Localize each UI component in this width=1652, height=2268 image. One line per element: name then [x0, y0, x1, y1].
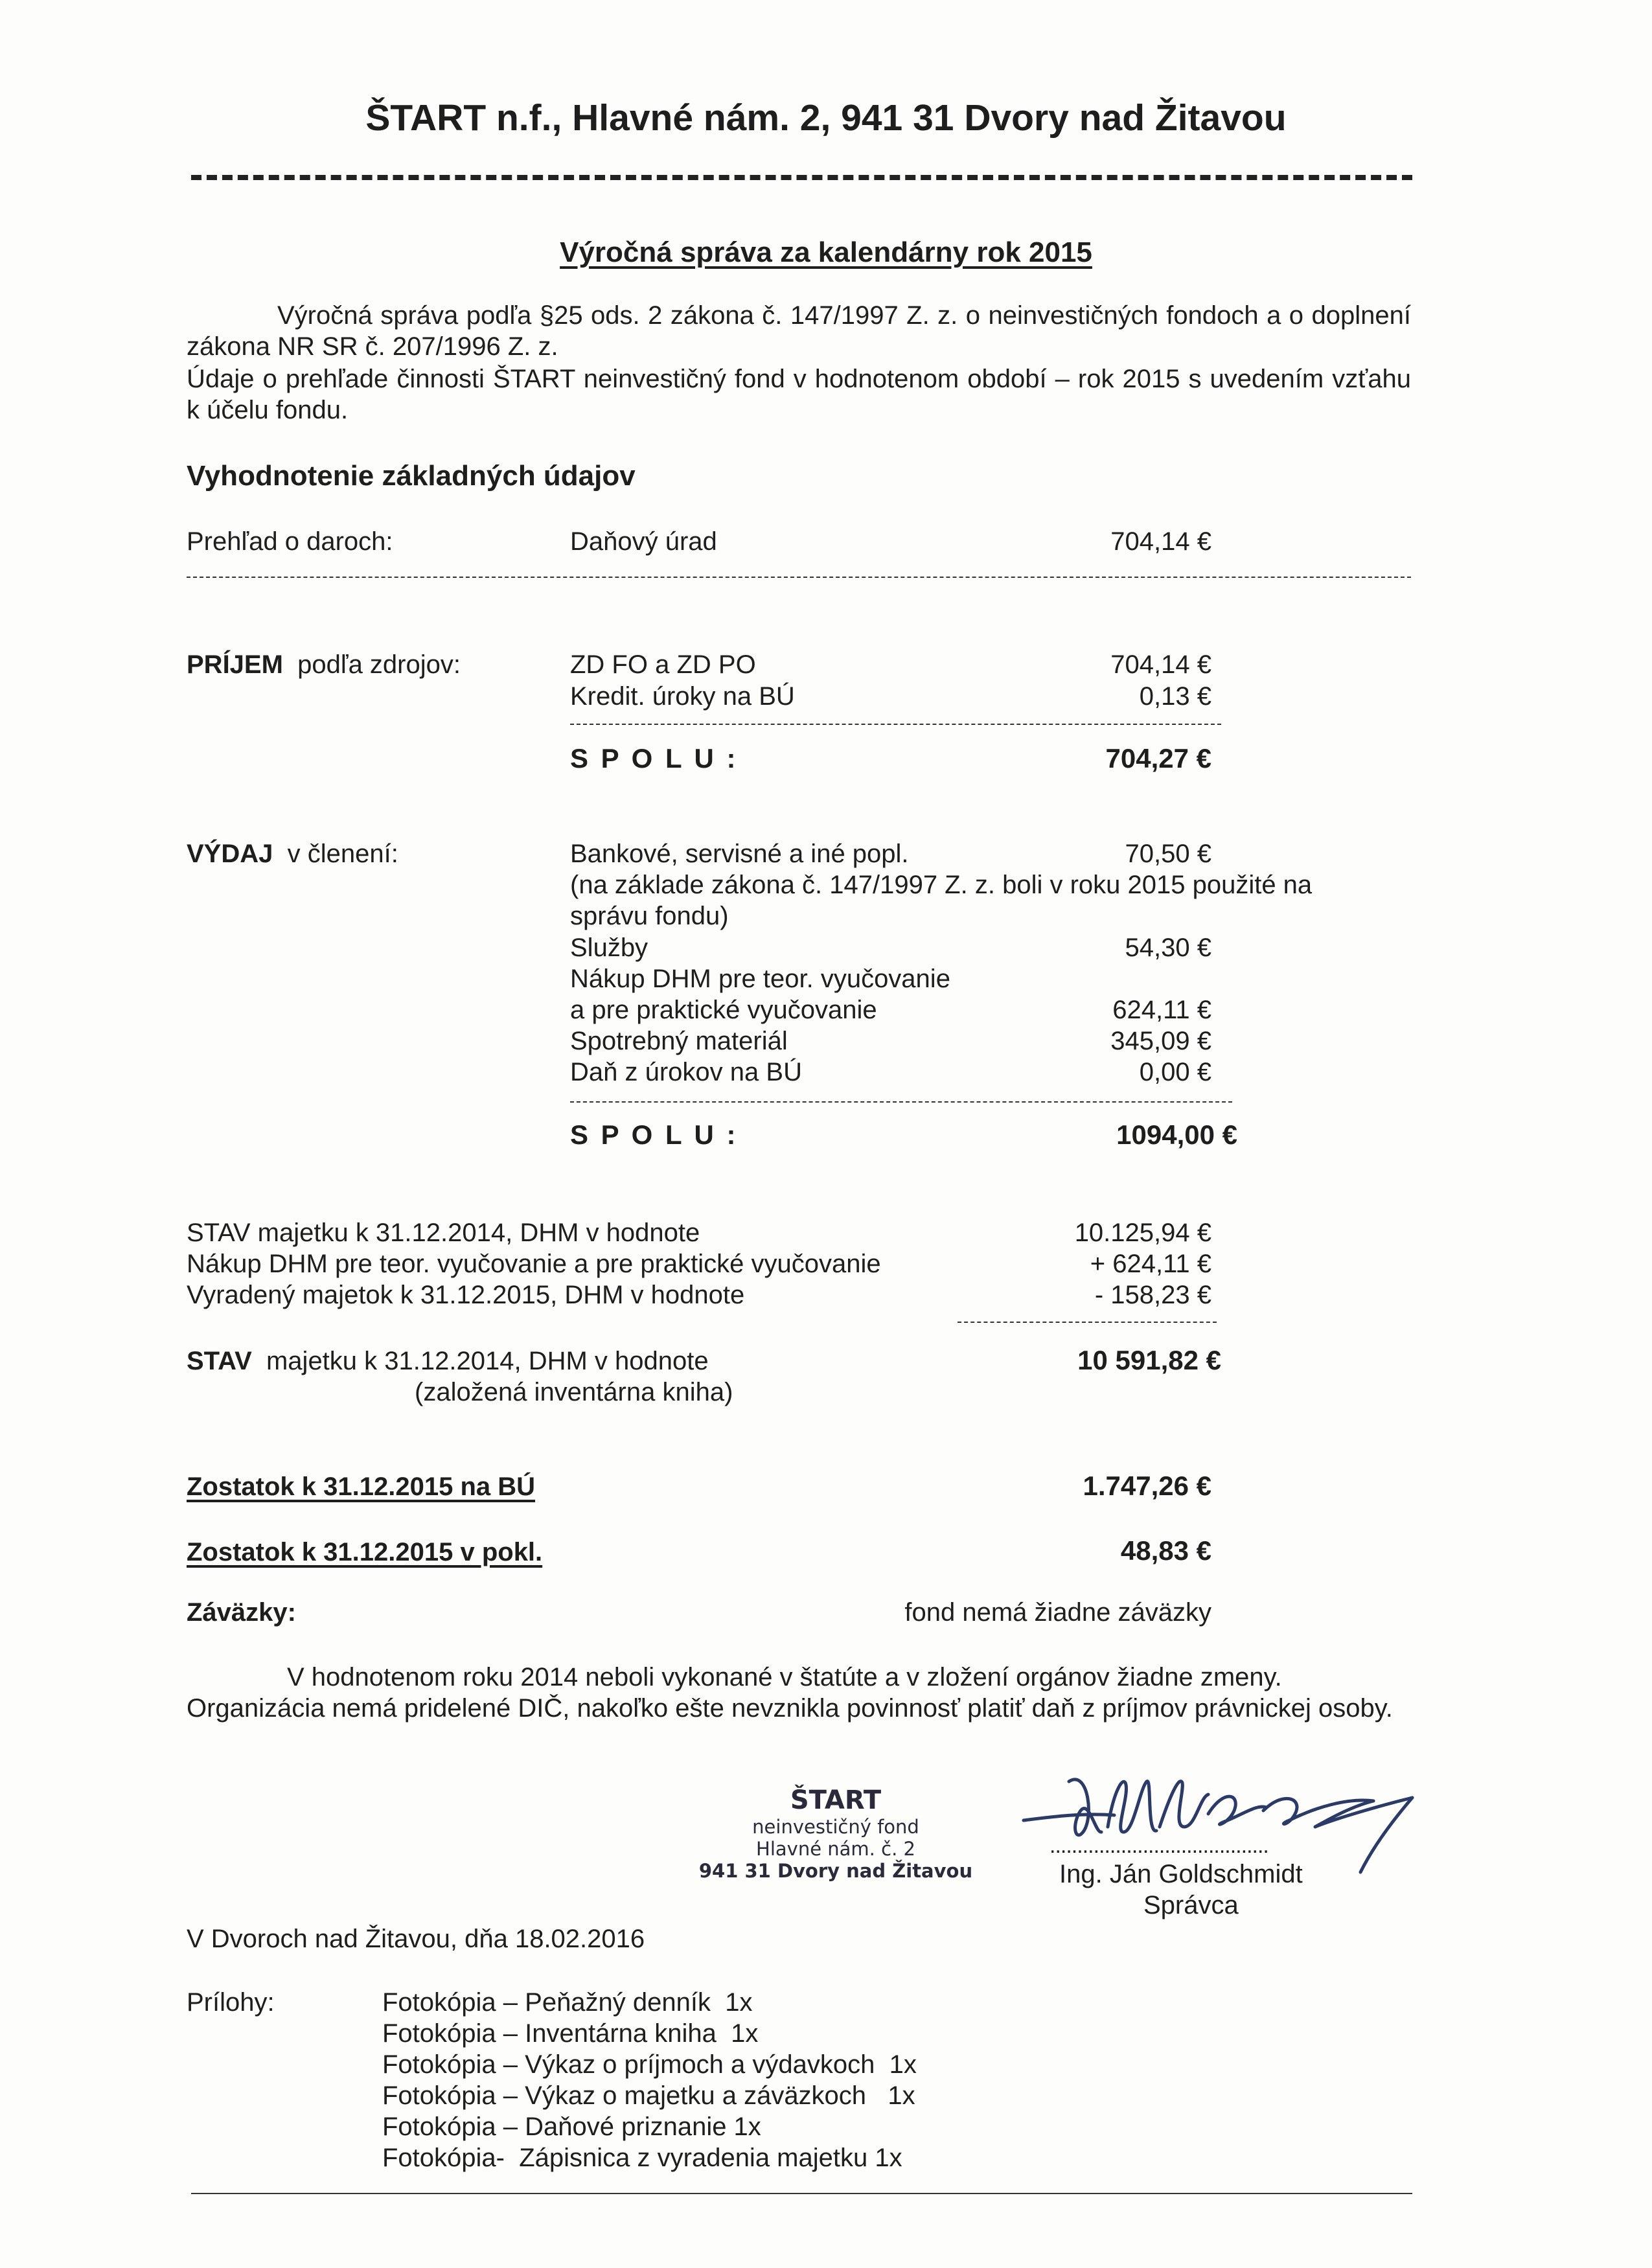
intro-paragraph-2: Údaje o prehľade činnosti ŠTART neinvestičný fond v hodnotenom období – rok 2015 s uvedením vzťahu k účelu fondu.	[187, 365, 1411, 424]
gifts-divider	[187, 577, 1411, 578]
asset-state-2014-label: STAV majetku k 31.12.2014, DHM v hodnote	[187, 1219, 700, 1247]
expense-total-amount: 1094,00 €	[1116, 1119, 1237, 1150]
income-item-amount: 704,14 €	[1110, 650, 1211, 679]
attachments-label: Prílohy:	[187, 1988, 275, 2017]
organization-stamp	[674, 1785, 998, 1882]
asset-final-label: STAV majetku k 31.12.2014, DHM v hodnote	[187, 1347, 709, 1375]
income-item-label: Kredit. úroky na BÚ	[570, 682, 795, 711]
signer-name: Ing. Ján Goldschmidt	[1059, 1860, 1303, 1888]
closing-paragraph-1: V hodnotenom roku 2014 neboli vykonané v štatúte a v zložení orgánov žiadne zmeny.	[287, 1663, 1282, 1691]
closing-paragraph-2: Organizácia nemá pridelené DIČ, nakoľko ešte nevznikla povinnosť platiť daň z príjmov právnickej osoby.	[187, 1694, 1393, 1723]
interest-tax-label: Daň z úrokov na BÚ	[570, 1058, 802, 1086]
expense-divider	[570, 1101, 1232, 1103]
attachment-item: Fotokópia – Peňažný denník 1x	[382, 1988, 753, 2017]
material-label: Spotrebný materiál	[570, 1027, 788, 1055]
services-amount: 54,30 €	[1125, 934, 1211, 962]
liabilities-value: fond nemá žiadne záväzky	[904, 1598, 1211, 1627]
asset-divider	[958, 1322, 1217, 1323]
asset-purchase-label: Nákup DHM pre teor. vyučovanie a pre praktické vyučovanie	[187, 1250, 881, 1278]
attachment-item: Fotokópia- Zápisnica z vyradenia majetku 1x	[382, 2144, 902, 2172]
income-label: PRÍJEM podľa zdrojov:	[187, 650, 461, 679]
document-title: Výročná správa za kalendárny rok 2015	[560, 236, 1092, 268]
bank-balance-label: Zostatok k 31.12.2015 na BÚ	[187, 1472, 536, 1501]
bank-fees-label: Bankové, servisné a iné popl.	[570, 840, 909, 868]
material-amount: 345,09 €	[1110, 1027, 1211, 1055]
bank-fees-amount: 70,50 €	[1125, 840, 1211, 868]
asset-state-2014-amount: 10.125,94 €	[1074, 1219, 1211, 1247]
gifts-amount: 704,14 €	[1110, 527, 1211, 556]
evaluation-heading: Vyhodnotenie základných údajov	[187, 460, 636, 492]
asset-disposed-label: Vyradený majetok k 31.12.2015, DHM v hodnote	[187, 1281, 745, 1309]
expense-label: VÝDAJ v členení:	[187, 840, 398, 868]
income-total-label: S P O L U :	[570, 743, 739, 773]
asset-disposed-amount: - 158,23 €	[1094, 1281, 1211, 1309]
cash-balance-amount: 48,83 €	[1120, 1535, 1211, 1566]
dhm-purchase-label: Nákup DHM pre teor. vyučovanie	[570, 965, 950, 993]
stamp-line: Hlavné nám. č. 2	[756, 1838, 915, 1860]
bank-balance-amount: 1.747,26 €	[1083, 1471, 1211, 1501]
asset-final-amount: 10 591,82 €	[1077, 1345, 1221, 1375]
gifts-source: Daňový úrad	[570, 527, 717, 556]
stamp-line: neinvestičný fond	[752, 1816, 919, 1838]
income-item-label: ZD FO a ZD PO	[570, 650, 756, 679]
liabilities-label: Záväzky:	[187, 1598, 296, 1627]
asset-purchase-amount: + 624,11 €	[1090, 1250, 1211, 1278]
attachment-item: Fotokópia – Inventárna kniha 1x	[382, 2019, 759, 2048]
asset-final-note: (založená inventárna kniha)	[415, 1378, 733, 1406]
income-total-amount: 704,27 €	[1105, 743, 1211, 773]
expense-total-label: S P O L U :	[570, 1119, 739, 1150]
intro-paragraph-1: Výročná správa podľa §25 ods. 2 zákona č. 147/1997 Z. z. o neinvestičných fondoch a o doplnení zákona NR SR č. 207/1996 Z. z.	[187, 301, 1411, 361]
gifts-label: Prehľad o daroch:	[187, 527, 393, 556]
attachment-item: Fotokópia – Výkaz o majetku a záväzkoch 1x	[382, 2081, 915, 2110]
org-address-heading: ŠTART n.f., Hlavné nám. 2, 941 31 Dvory nad Žitavou	[365, 97, 1287, 139]
stamp-line: 941 31 Dvory nad Žitavou	[698, 1860, 973, 1882]
cash-balance-label: Zostatok k 31.12.2015 v pokl.	[187, 1538, 543, 1566]
place-date: V Dvoroch nad Žitavou, dňa 18.02.2016	[187, 1925, 645, 1953]
income-divider	[570, 724, 1221, 725]
interest-tax-amount: 0,00 €	[1139, 1058, 1211, 1086]
signature-line: ........................................	[1050, 1833, 1268, 1858]
bank-fees-note: správu fondu)	[570, 902, 729, 930]
services-label: Služby	[570, 934, 648, 962]
footer-rule	[191, 2193, 1412, 2194]
stamp-name: ŠTART	[790, 1785, 882, 1815]
signer-role: Správca	[1143, 1891, 1239, 1919]
bank-fees-note: (na základe zákona č. 147/1997 Z. z. boli v roku 2015 použité na	[570, 871, 1313, 899]
header-rule	[191, 175, 1412, 180]
attachment-item: Fotokópia – Daňové priznanie 1x	[382, 2113, 761, 2141]
income-item-amount: 0,13 €	[1139, 682, 1211, 711]
dhm-purchase-label: a pre praktické vyučovanie	[570, 996, 877, 1024]
attachment-item: Fotokópia – Výkaz o príjmoch a výdavkoch 1x	[382, 2050, 917, 2079]
dhm-purchase-amount: 624,11 €	[1112, 996, 1211, 1024]
